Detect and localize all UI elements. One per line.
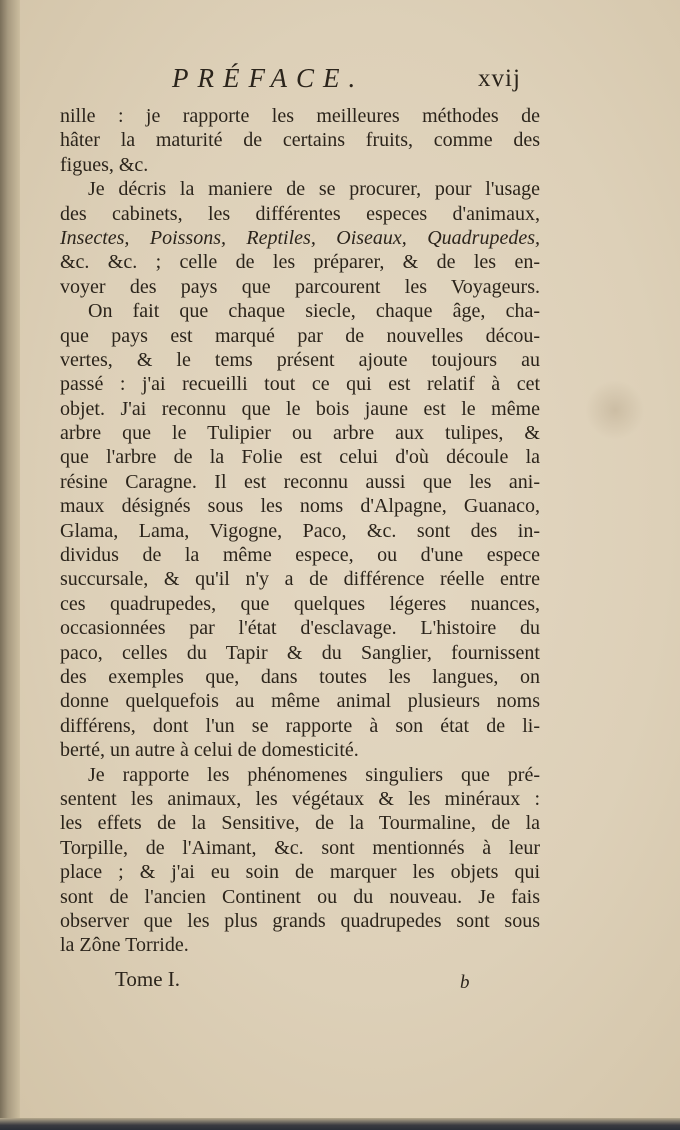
page-binding-edge — [0, 0, 20, 1130]
text-line: sentent les animaux, les végétaux & les minéraux : — [60, 787, 540, 810]
text-line: des exemples que, dans toutes les langues, on — [60, 665, 540, 688]
text-line: passé : j'ai recueilli tout ce qui est relatif à cet — [60, 373, 540, 396]
text-line: Glama, Lama, Vigogne, Paco, &c. sont des in- — [60, 519, 540, 542]
signature-mark: b — [460, 972, 470, 993]
text-line: donne quelquefois au même animal plusieurs noms — [60, 690, 540, 713]
text-line: succursale, & qu'il n'y a de différence réelle entre — [60, 568, 540, 591]
text-line: arbre que le Tulipier ou arbre aux tulipes, & — [60, 422, 540, 445]
text-line: nille : je rapporte les meilleures méthodes de — [60, 105, 540, 127]
text-line: Insectes, Poissons, Reptiles, Oiseaux, Quadrupedes, — [60, 226, 540, 249]
running-title: PRÉFACE. — [172, 63, 365, 93]
text-line: voyer des pays que parcourent les Voyageurs. — [60, 275, 540, 298]
text-line: maux désignés sous les noms d'Alpagne, Guanaco, — [60, 495, 540, 518]
text-line: Je décris la maniere de se procurer, pour l'usage — [88, 178, 540, 201]
text-line: résine Caragne. Il est reconnu aussi que les ani- — [60, 470, 540, 493]
text-line: figues, &c. — [60, 153, 149, 176]
body-text — [60, 104, 540, 958]
text-line: vertes, & le tems présent ajoute toujours au — [60, 348, 540, 371]
text-line: des cabinets, les différentes especes d'animaux, — [60, 202, 540, 225]
text-line: Torpille, de l'Aimant, &c. sont mentionnés à leur — [60, 836, 540, 859]
text-line: dividus de la même espece, ou d'une espece — [60, 544, 540, 567]
text-line: différens, dont l'un se rapporte à son état de li- — [60, 714, 540, 737]
text-line: sont de l'ancien Continent ou du nouveau. Je fais — [60, 885, 540, 908]
text-line: objet. J'ai reconnu que le bois jaune est le même — [60, 397, 540, 420]
text-line: occasionnées par l'état d'esclavage. L'histoire du — [60, 617, 540, 640]
text-line: observer que les plus grands quadrupedes sont sous — [60, 909, 540, 932]
text-line: Je rapporte les phénomenes singuliers que pré- — [88, 763, 540, 786]
text-line: hâter la maturité de certains fruits, comme des — [60, 129, 540, 152]
text-line: paco, celles du Tapir & du Sanglier, fournissent — [60, 641, 540, 664]
text-line: que pays est marqué par de nouvelles décou- — [60, 324, 540, 347]
text-line: ces quadrupedes, que quelques légeres nuances, — [60, 592, 540, 615]
paper-stain — [585, 380, 645, 440]
page-number: xvij — [478, 65, 521, 92]
text-line: On fait que chaque siecle, chaque âge, cha- — [88, 300, 540, 323]
text-line: les effets de la Sensitive, de la Tourmaline, de la — [60, 812, 540, 835]
page-bottom-edge — [0, 1118, 680, 1130]
volume-signature: Tome I. — [115, 967, 181, 991]
text-line: &c. &c. ; celle de les préparer, & de les en- — [60, 251, 540, 274]
text-line: place ; & j'ai eu soin de marquer les objets qui — [60, 861, 540, 884]
text-line: berté, un autre à celui de domesticité. — [60, 739, 359, 762]
text-line: que l'arbre de la Folie est celui d'où découle la — [60, 446, 540, 469]
text-line: la Zône Torride. — [60, 934, 189, 957]
